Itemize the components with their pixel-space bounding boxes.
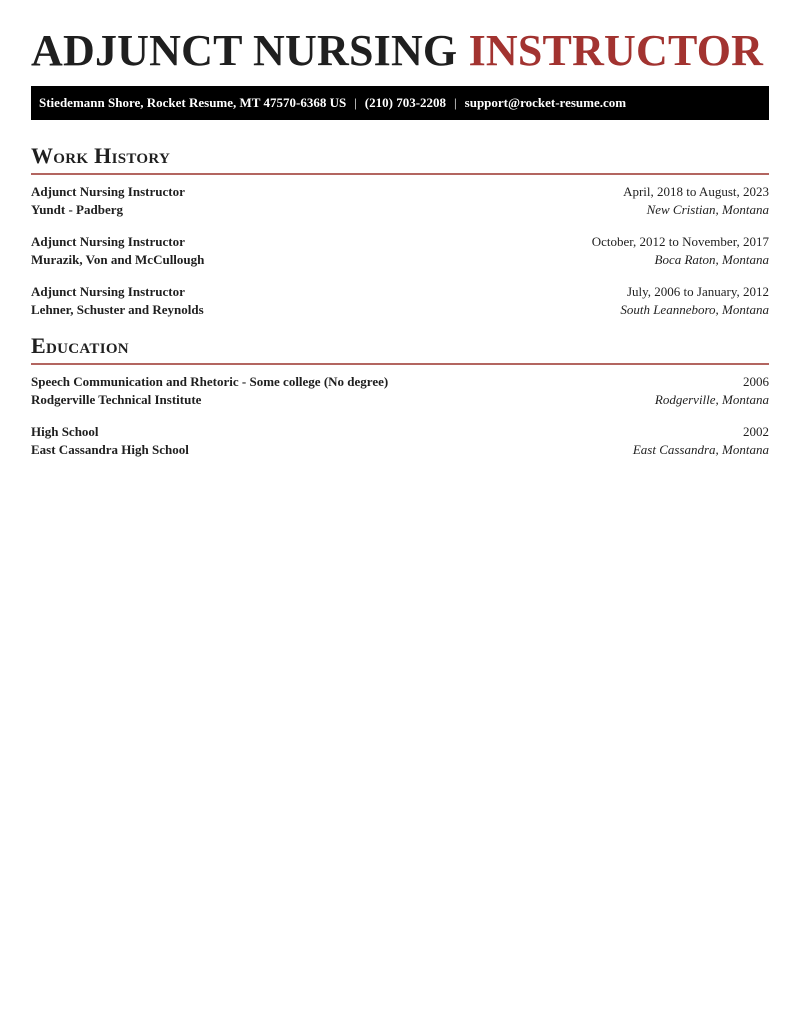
contact-address: Stiedemann Shore, Rocket Resume, MT 47570-6368 US	[39, 95, 347, 110]
graduation-year: 2006	[743, 374, 769, 389]
education-entry-row	[31, 391, 769, 409]
job-title: Adjunct Nursing Instructor	[31, 284, 185, 299]
school-name: East Cassandra High School	[31, 441, 189, 457]
resume-title	[31, 0, 769, 75]
degree-name: High School	[31, 424, 99, 439]
school-location: East Cassandra, Montana	[632, 441, 769, 457]
graduation-year: 2002	[743, 424, 769, 439]
education-entry-row	[31, 373, 769, 391]
employer-name: Yundt - Padberg	[31, 201, 123, 217]
job-location: South Leanneboro, Montana	[620, 301, 769, 317]
education-list	[31, 365, 769, 458]
contact-separator: |	[454, 95, 457, 110]
work-entry-row	[31, 183, 769, 201]
resume-page	[31, 0, 769, 473]
work-entry-row	[31, 233, 769, 251]
work-entry	[31, 183, 769, 218]
work-entry-row	[31, 251, 769, 269]
education-entry	[31, 373, 769, 408]
education-heading: Education	[31, 333, 769, 365]
school-name: Rodgerville Technical Institute	[31, 391, 202, 407]
education-entry-row	[31, 423, 769, 441]
job-dates: July, 2006 to January, 2012	[626, 284, 769, 299]
job-dates: October, 2012 to November, 2017	[591, 234, 769, 249]
job-dates: April, 2018 to August, 2023	[623, 184, 769, 199]
contact-email: support@rocket-resume.com	[464, 95, 627, 110]
work-entry-row	[31, 201, 769, 219]
employer-name: Murazik, Von and McCullough	[31, 251, 205, 267]
job-location: Boca Raton, Montana	[654, 251, 769, 267]
job-location: New Cristian, Montana	[646, 201, 769, 217]
work-history-heading: Work History	[31, 143, 769, 175]
title-main: ADJUNCT NURSING	[31, 26, 458, 75]
employer-name: Lehner, Schuster and Reynolds	[31, 301, 204, 317]
work-entry	[31, 233, 769, 268]
education-entry-row	[31, 441, 769, 459]
job-title: Adjunct Nursing Instructor	[31, 184, 185, 199]
contact-separator: |	[354, 95, 357, 110]
school-location: Rodgerville, Montana	[654, 391, 769, 407]
contact-bar	[31, 86, 769, 120]
title-accent: INSTRUCTOR	[468, 26, 764, 75]
degree-name: Speech Communication and Rhetoric - Some college (No degree)	[31, 374, 389, 389]
work-entry-row	[31, 301, 769, 319]
job-title: Adjunct Nursing Instructor	[31, 234, 185, 249]
work-history-list	[31, 175, 769, 318]
education-entry	[31, 423, 769, 458]
work-entry	[31, 283, 769, 318]
work-entry-row	[31, 283, 769, 301]
contact-phone: (210) 703-2208	[364, 95, 447, 110]
